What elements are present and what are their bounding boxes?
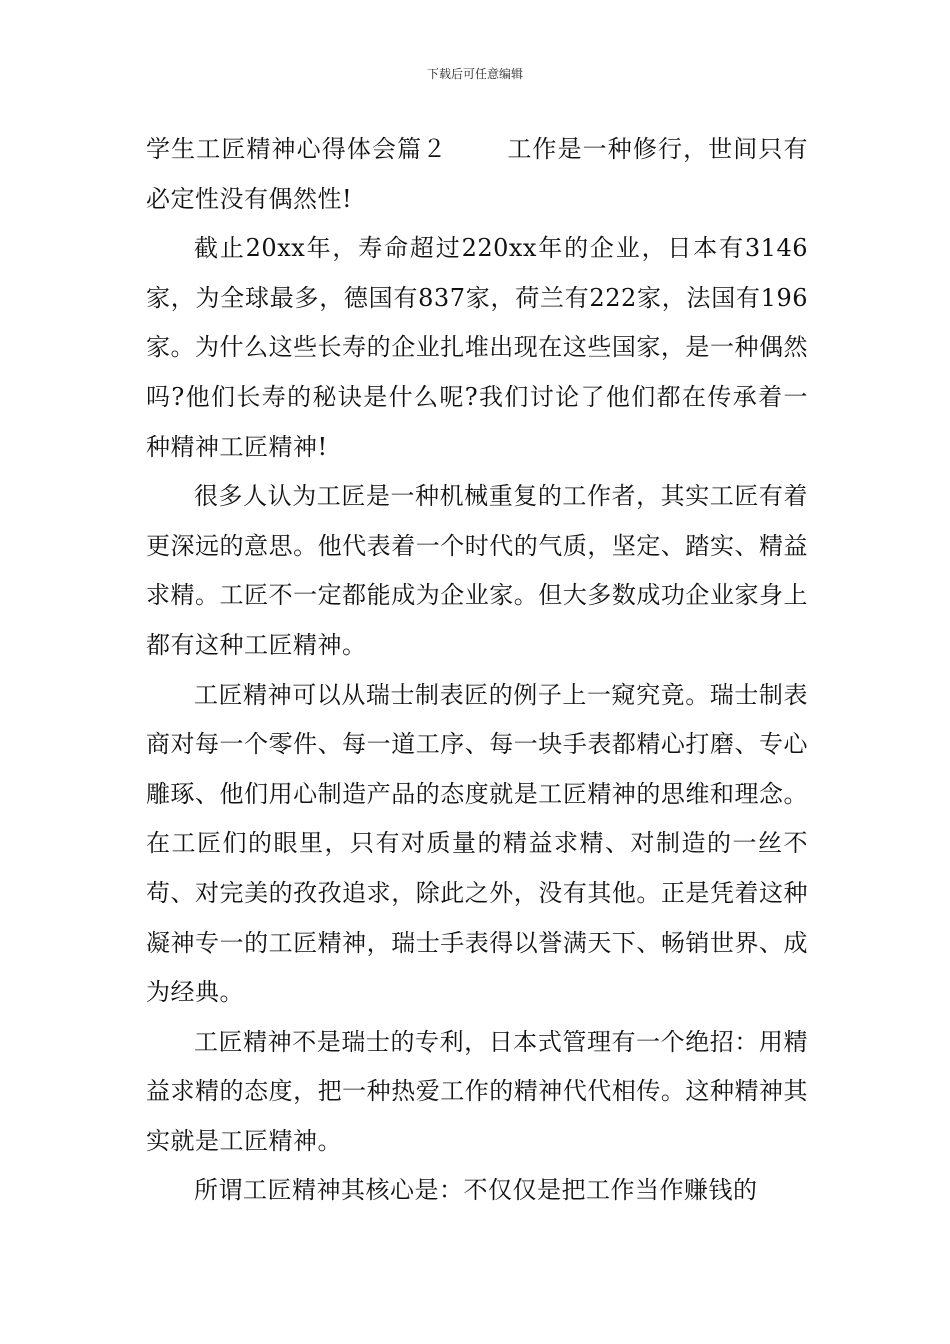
document-body — [146, 125, 808, 1216]
title-paragraph — [146, 125, 808, 224]
paragraph-4: 工匠精神不是瑞士的专利，日本式管理有一个绝招：用精益求精的态度，把一种热爱工作的精神代代相传。这种精神其实就是工匠精神。 — [146, 1027, 808, 1155]
paragraph-1: 截止20xx年，寿命超过220xx年的企业，日本有3146家，为全球最多，德国有837家，荷兰有222家，法国有196家。为什么这些长寿的企业扎堆出现在这些国家，是一种偶然吗?他们长寿的秘诀是什么呢?我们讨论了他们都在传承着一种精神工匠精神! — [146, 234, 808, 461]
paragraph-5: 所谓工匠精神其核心是：不仅仅是把工作当作赚钱的 — [194, 1176, 758, 1205]
paragraph-2: 很多人认为工匠是一种机械重复的工作者，其实工匠有着更深远的意思。他代表着一个时代的气质，坚定、踏实、精益求精。工匠不一定都能成为企业家。但大多数成功企业家身上都有这种工匠精神。 — [146, 482, 808, 659]
document-title: 学生工匠精神心得体会篇２ — [146, 135, 448, 163]
paragraph-3: 工匠精神可以从瑞士制表匠的例子上一窥究竟。瑞士制表商对每一个零件、每一道工序、每一块手表都精心打磨、专心雕琢、他们用心制造产品的态度就是工匠精神的思维和理念。在工匠们的眼里，只有对质量的精益求精、对制造的一丝不苟、对完美的孜孜追求，除此之外，没有其他。正是凭着这种凝神专一的工匠精神，瑞士手表得以誉满天下、畅销世界、成为经典。 — [146, 680, 808, 1007]
download-watermark: 下载后可任意编辑 — [426, 67, 523, 81]
first-paragraph-text: 工作是一种修行，世间只有必定性没有偶然性! — [146, 135, 809, 213]
